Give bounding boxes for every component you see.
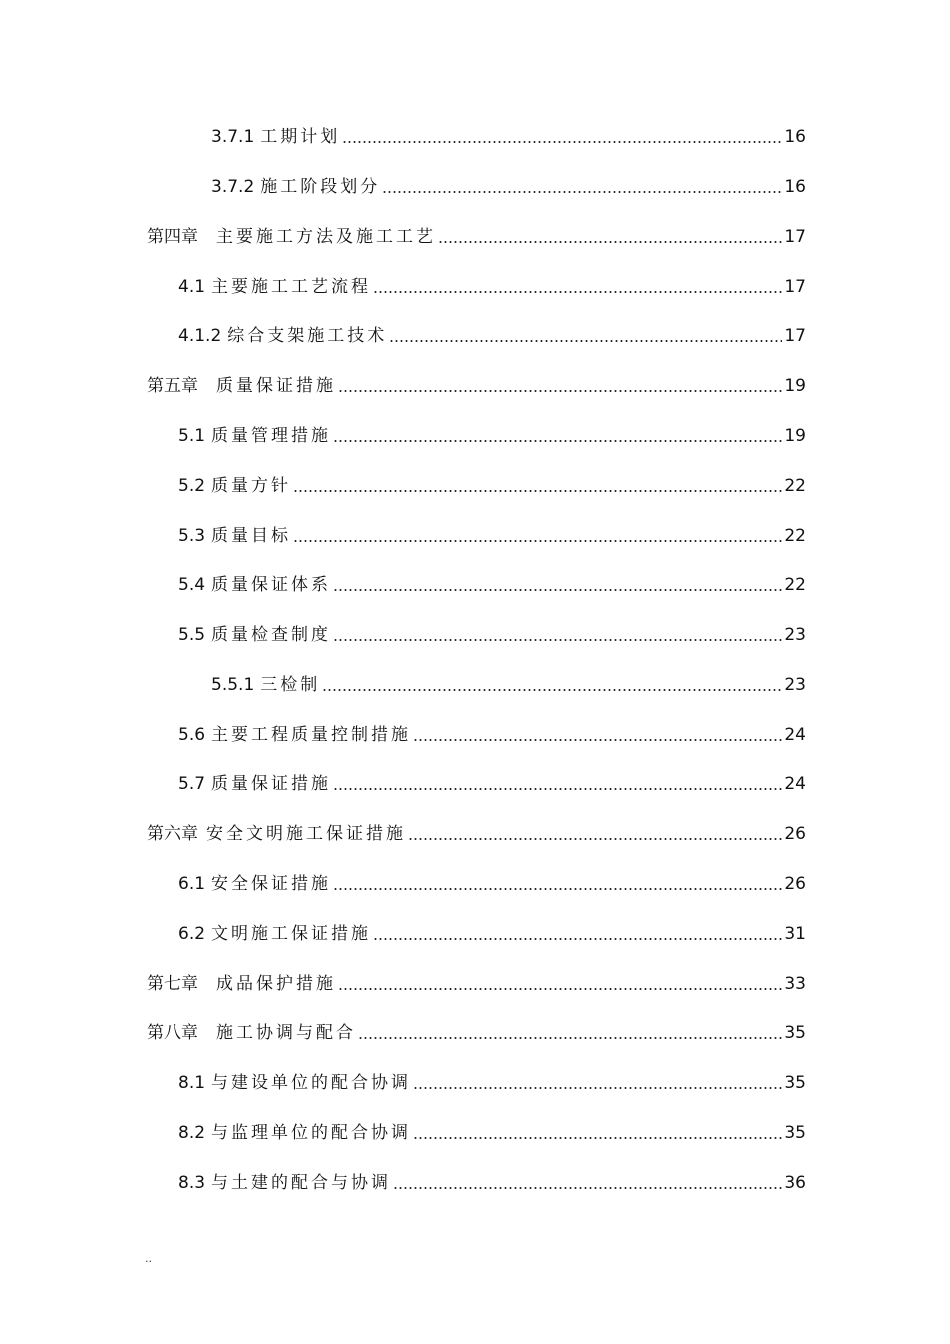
toc-title: 施工协调与配合 [216, 1023, 356, 1043]
toc-page-number: 19 [784, 426, 806, 446]
toc-title: 质量目标 [211, 526, 292, 546]
toc-page-number: 24 [784, 725, 806, 745]
toc-entry-6-1[interactable] [178, 870, 806, 898]
toc-number: 5.6 [178, 725, 206, 745]
toc-number: 3.7.1 [211, 127, 255, 147]
dot-leader [373, 936, 782, 942]
toc-entry-5-2[interactable] [178, 472, 806, 500]
dot-leader [373, 289, 782, 295]
toc-entry-chapter-6[interactable] [147, 820, 806, 848]
toc-title: 主要施工方法及施工工艺 [216, 227, 436, 247]
toc-chapter-label: 第七章 [147, 974, 198, 994]
toc-title: 成品保护措施 [216, 974, 336, 994]
toc-chapter-label: 第六章 [147, 824, 198, 844]
toc-entry-5-3[interactable] [178, 522, 806, 550]
toc-page-number: 31 [784, 924, 806, 944]
toc-title: 安全文明施工保证措施 [206, 824, 406, 844]
toc-entry-8-2[interactable] [178, 1119, 806, 1147]
dot-leader [333, 637, 782, 643]
dot-leader [389, 338, 782, 344]
toc-number: 8.3 [178, 1173, 206, 1193]
dot-leader [413, 737, 782, 743]
dot-leader [333, 886, 782, 892]
toc-title: 与土建的配合与协调 [211, 1173, 392, 1193]
toc-chapter-label: 第五章 [147, 376, 198, 396]
dot-leader [413, 1135, 782, 1141]
toc-page-number: 35 [784, 1023, 806, 1043]
toc-title: 文明施工保证措施 [211, 924, 372, 944]
toc-page-number: 16 [784, 177, 806, 197]
toc-title: 主要工程质量控制措施 [211, 725, 412, 745]
toc-page-number: 23 [784, 625, 806, 645]
toc-page-number: 23 [784, 675, 806, 695]
toc-title: 质量保证体系 [211, 575, 332, 595]
toc-entry-6-2[interactable] [178, 920, 806, 948]
toc-page-number: 35 [784, 1073, 806, 1093]
toc-entry-8-3[interactable] [178, 1169, 806, 1197]
toc-title: 与建设单位的配合协调 [211, 1073, 412, 1093]
footer-mark: .. [145, 1252, 152, 1265]
toc-title: 施工阶段划分 [260, 177, 381, 197]
toc-title: 主要施工工艺流程 [211, 277, 372, 297]
toc-entry-5-1[interactable] [178, 422, 806, 450]
toc-number: 5.2 [178, 476, 206, 496]
dot-leader [293, 488, 782, 494]
dot-leader [382, 189, 782, 195]
toc-entry-chapter-5[interactable] [147, 372, 806, 400]
toc-title: 三检制 [260, 675, 321, 695]
dot-leader [333, 587, 782, 593]
toc-number: 8.2 [178, 1123, 206, 1143]
dot-leader [393, 1185, 782, 1191]
toc-entry-5-4[interactable] [178, 571, 806, 599]
toc-page-number: 22 [784, 476, 806, 496]
dot-leader [338, 986, 782, 992]
toc-number: 6.1 [178, 874, 206, 894]
toc-entry-5-5-1[interactable] [211, 671, 806, 699]
dot-leader [358, 1035, 782, 1041]
dot-leader [413, 1085, 782, 1091]
dot-leader [438, 239, 782, 245]
toc-page-number: 17 [784, 326, 806, 346]
toc-page-number: 16 [784, 127, 806, 147]
dot-leader [338, 388, 782, 394]
toc-page-number: 17 [784, 277, 806, 297]
toc-entry-8-1[interactable] [178, 1069, 806, 1097]
toc-entry-5-6[interactable] [178, 721, 806, 749]
toc-number: 5.1 [178, 426, 206, 446]
toc-number: 5.7 [178, 774, 206, 794]
toc-page-number: 19 [784, 376, 806, 396]
toc-entry-chapter-8[interactable] [147, 1019, 806, 1047]
dot-leader [408, 836, 782, 842]
toc-chapter-label: 第四章 [147, 227, 198, 247]
toc-title: 与监理单位的配合协调 [211, 1123, 412, 1143]
toc-entry-chapter-7[interactable] [147, 970, 806, 998]
toc-title: 工期计划 [260, 127, 341, 147]
toc-number: 5.5.1 [211, 675, 255, 695]
toc-number: 4.1.2 [178, 326, 222, 346]
toc-number: 5.5 [178, 625, 206, 645]
toc-title: 质量检查制度 [211, 625, 332, 645]
toc-page-number: 22 [784, 575, 806, 595]
dot-leader [333, 786, 782, 792]
toc-page-number: 35 [784, 1123, 806, 1143]
toc-page-number: 17 [784, 227, 806, 247]
toc-number: 5.3 [178, 526, 206, 546]
toc-title: 综合支架施工技术 [227, 326, 388, 346]
toc-number: 4.1 [178, 277, 206, 297]
toc-page-number: 26 [784, 874, 806, 894]
toc-entry-3-7-1[interactable] [211, 123, 806, 151]
toc-title: 质量方针 [211, 476, 292, 496]
toc-entry-5-7[interactable] [178, 770, 806, 798]
toc-entry-3-7-2[interactable] [211, 173, 806, 201]
toc-number: 5.4 [178, 575, 206, 595]
dot-leader [333, 438, 782, 444]
dot-leader [293, 538, 782, 544]
toc-title: 质量管理措施 [211, 426, 332, 446]
toc-page-number: 22 [784, 526, 806, 546]
toc-entry-5-5[interactable] [178, 621, 806, 649]
toc-page-number: 24 [784, 774, 806, 794]
toc-title: 质量保证措施 [216, 376, 336, 396]
toc-page-number: 36 [784, 1173, 806, 1193]
toc-title: 安全保证措施 [211, 874, 332, 894]
toc-entry-chapter-4[interactable] [147, 223, 806, 251]
toc-number: 6.2 [178, 924, 206, 944]
dot-leader [322, 687, 782, 693]
toc-number: 8.1 [178, 1073, 206, 1093]
toc-page-number: 33 [784, 974, 806, 994]
toc-entry-4-1[interactable] [178, 273, 806, 301]
toc-title: 质量保证措施 [211, 774, 332, 794]
dot-leader [342, 139, 782, 145]
toc-chapter-label: 第八章 [147, 1023, 198, 1043]
toc-number: 3.7.2 [211, 177, 255, 197]
toc-entry-4-1-2[interactable] [178, 322, 806, 350]
toc-page-number: 26 [784, 824, 806, 844]
